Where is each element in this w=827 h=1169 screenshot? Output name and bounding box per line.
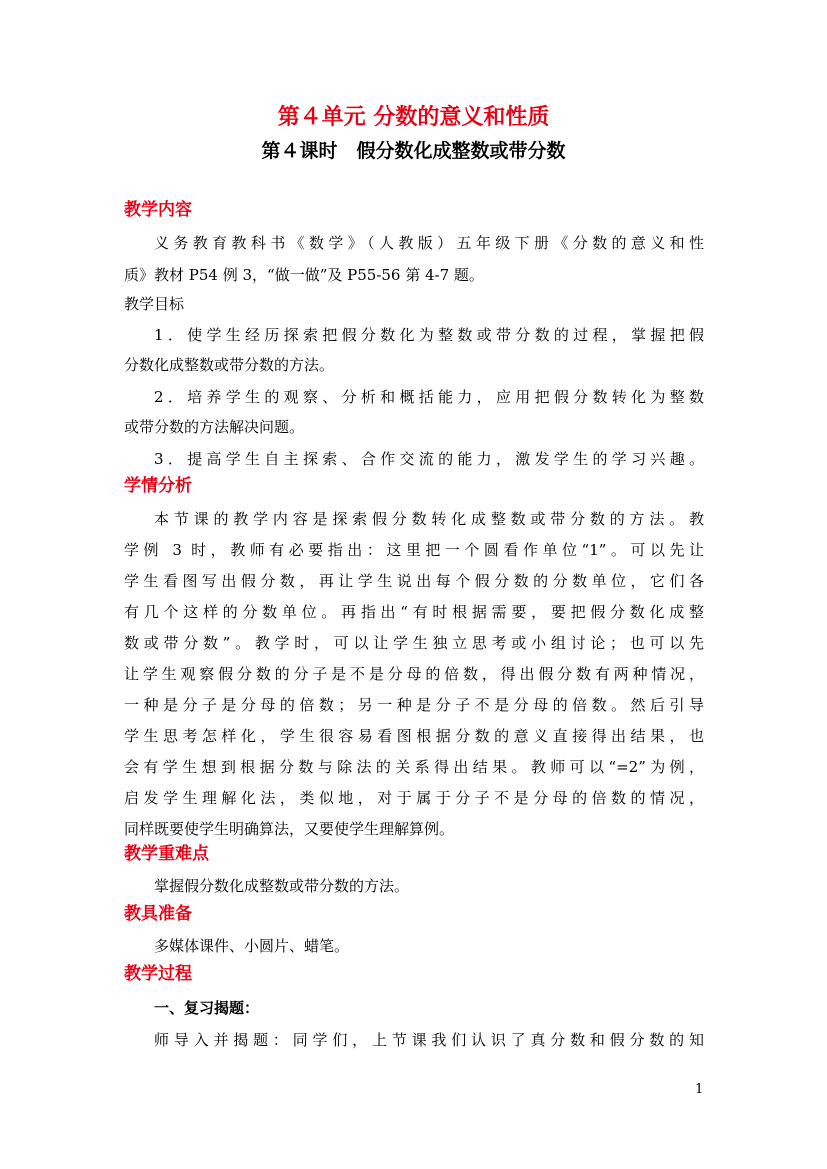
key-points-line: 掌握假分数化成整数或带分数的方法。 — [154, 877, 410, 895]
analysis-line: 数或带分数”。教学时，可以让学生独立思考或小组讨论；也可以先 — [124, 634, 704, 652]
analysis-line: 本节课的教学内容是探索假分数转化成整数或带分数的方法。教 — [154, 510, 704, 528]
section-heading-key-points: 教学重难点 — [124, 844, 209, 864]
analysis-line: 有几个这样的分数单位。再指出“有时根据需要，要把假分数化成整 — [124, 603, 704, 621]
analysis-line: 会有学生想到根据分数与除法的关系得出结果。教师可以“=2”为例， — [124, 758, 704, 776]
analysis-line: 同样既要使学生明确算法，又要使学生理解算例。 — [124, 820, 455, 838]
process-subheading: 一、复习揭题： — [154, 999, 260, 1017]
content-line: 义务教育教科书《数学》（人教版）五年级下册《分数的意义和性 — [154, 234, 704, 252]
objective-line: 2．培养学生的观察、分析和概括能力，应用把假分数转化为整数 — [154, 388, 704, 406]
section-heading-tools: 教具准备 — [124, 904, 192, 924]
objective-line: 分数化成整数或带分数的方法。 — [124, 356, 335, 374]
process-line: 师导入并揭题：同学们，上节课我们认识了真分数和假分数的知 — [154, 1031, 704, 1049]
analysis-line: 让学生观察假分数的分子是不是分母的倍数，得出假分数有两种情况， — [124, 665, 704, 683]
analysis-line: 学生看图写出假分数，再让学生说出每个假分数的分数单位，它们各 — [124, 572, 704, 590]
objective-line: 3．提高学生自主探索、合作交流的能力，激发学生的学习兴趣。 — [154, 450, 704, 468]
page-number: 1 — [695, 1082, 704, 1097]
analysis-line: 一种是分子是分母的倍数；另一种是分子不是分母的倍数。然后引导 — [124, 696, 704, 714]
page-title: 第４单元 分数的意义和性质 — [277, 105, 550, 130]
lesson-subtitle: 第４课时 假分数化成整数或带分数 — [261, 140, 566, 162]
objectives-label: 教学目标 — [124, 295, 185, 313]
analysis-line: 启发学生理解化法，类似地，对于属于分子不是分母的倍数的情况， — [124, 789, 704, 807]
objective-line: 或带分数的方法解决问题。 — [124, 418, 305, 436]
section-heading-analysis: 学情分析 — [124, 476, 192, 496]
section-heading-process: 教学过程 — [124, 964, 192, 984]
analysis-line: 学生思考怎样化，学生很容易看图根据分数的意义直接得出结果，也 — [124, 727, 704, 745]
content-line: 质》教材 P54 例 3，“做一做”及 P55-56 第 4-7 题。 — [124, 266, 484, 284]
section-heading-content: 教学内容 — [124, 200, 192, 220]
objective-line: 1．使学生经历探索把假分数化为整数或带分数的过程，掌握把假 — [154, 326, 704, 344]
tools-line: 多媒体课件、小圆片、蜡笔。 — [154, 937, 350, 955]
analysis-line: 学例 3 时，教师有必要指出：这里把一个圆看作单位“1”。可以先让 — [124, 541, 704, 559]
